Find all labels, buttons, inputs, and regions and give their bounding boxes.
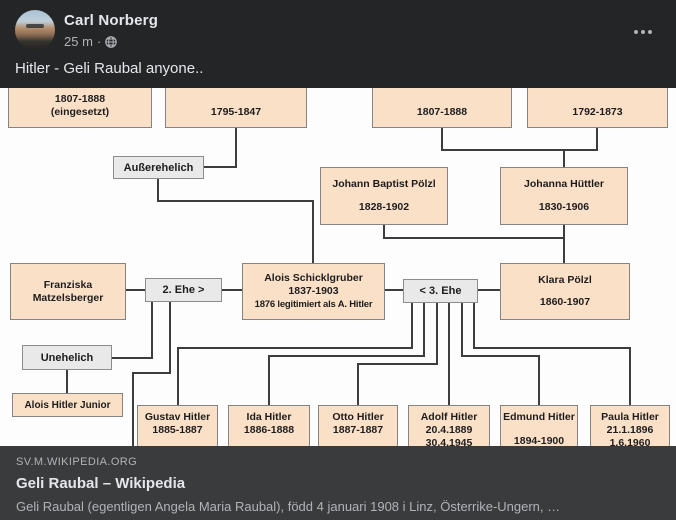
box-line: 1860-1907 (539, 296, 591, 309)
box-line: 1807-1888 (54, 93, 106, 105)
label-text: < 3. Ehe (419, 285, 462, 297)
author-name[interactable]: Carl Norberg (64, 12, 159, 29)
tree-box-otto-hitler (318, 405, 398, 446)
box-line: Edmund Hitler (503, 411, 575, 423)
box-line: Otto Hitler (332, 411, 384, 423)
box-line: 1886-1888 (243, 424, 295, 436)
box-line: Alois Hitler Junior (24, 399, 111, 411)
box-line: Alois Schicklgruber (264, 272, 363, 284)
label-text: Unehelich (40, 351, 94, 364)
tree-box-ancestor-right (527, 88, 668, 128)
tree-box-ida-hitler (228, 405, 310, 446)
box-line: 1.6.1960 (609, 437, 651, 446)
box-line: 1885-1887 (152, 424, 203, 436)
tree-box-edmund-hitler (500, 405, 578, 446)
tree-box-ancestor-mid-left (165, 88, 307, 128)
link-domain: SV.M.WIKIPEDIA.ORG (16, 456, 138, 468)
box-line: 1828-1902 (358, 201, 410, 213)
link-preview-image[interactable] (0, 88, 676, 446)
post-text: Hitler - Geli Raubal anyone.. (15, 60, 204, 77)
label-text: 2. Ehe > (162, 284, 205, 296)
tree-box-klara-poelzl (500, 263, 630, 320)
tree-box-johann-baptist-poelzl (320, 167, 448, 225)
tree-box-gustav-hitler (137, 405, 218, 446)
box-line: Matzelsberger (32, 291, 104, 304)
box-line: 1894-1900 (513, 435, 565, 446)
label-3-ehe (403, 279, 478, 303)
box-line: 1830-1906 (538, 201, 590, 213)
timestamp[interactable]: 25 m (64, 34, 93, 49)
tree-box-ancestor-left (8, 88, 152, 128)
tree-box-ancestor-mid-right (372, 88, 512, 128)
globe-icon (105, 36, 117, 48)
box-line: Ida Hitler (246, 411, 292, 423)
tree-box-adolf-hitler (408, 405, 490, 446)
box-line: 21.1.1896 (606, 424, 654, 436)
box-line: Paula Hitler (601, 411, 659, 423)
tree-box-johanna-huettler (500, 167, 628, 225)
ellipsis-icon (634, 30, 652, 34)
meta-separator: · (96, 34, 102, 49)
box-line: (eingesetzt) (50, 106, 110, 118)
tree-box-franziska-matzelsberger (10, 263, 126, 320)
box-line: Adolf Hitler (420, 411, 478, 423)
tree-box-alois-schicklgruber (242, 263, 385, 320)
label-2-ehe (145, 278, 222, 302)
link-card[interactable] (0, 446, 676, 520)
label-text: Außerehelich (123, 161, 194, 174)
tree-box-alois-hitler-junior (12, 393, 123, 417)
box-line: Johann Baptist Pölzl (332, 178, 436, 190)
box-line: 1795-1847 (210, 106, 262, 118)
box-line: Gustav Hitler (144, 411, 211, 423)
box-line: 1876 legitimiert als A. Hitler (254, 299, 373, 310)
box-line: 1837-1903 (288, 285, 339, 297)
box-line: 20.4.1889 (425, 424, 473, 436)
post-header (0, 0, 676, 88)
avatar[interactable] (15, 10, 55, 50)
tree-box-paula-hitler (590, 405, 670, 446)
box-line: Klara Pölzl (538, 273, 592, 286)
box-line: 1792-1873 (572, 106, 623, 118)
link-description: Geli Raubal (egentligen Angela Maria Raubal), född 4 januari 1908 i Linz, Österrike-Ungern, … (16, 499, 561, 514)
post-meta (64, 34, 117, 49)
label-ausserehelich (113, 156, 204, 179)
box-line: 1807-1888 (416, 106, 468, 118)
box-line: 1887-1887 (332, 424, 384, 436)
link-title: Geli Raubal – Wikipedia (16, 475, 186, 492)
box-line: Franziska (43, 278, 93, 291)
box-line: Johanna Hüttler (524, 178, 604, 190)
post-menu-button[interactable] (627, 22, 659, 42)
label-unehelich (22, 345, 112, 370)
box-line: 30.4.1945 (425, 437, 473, 446)
